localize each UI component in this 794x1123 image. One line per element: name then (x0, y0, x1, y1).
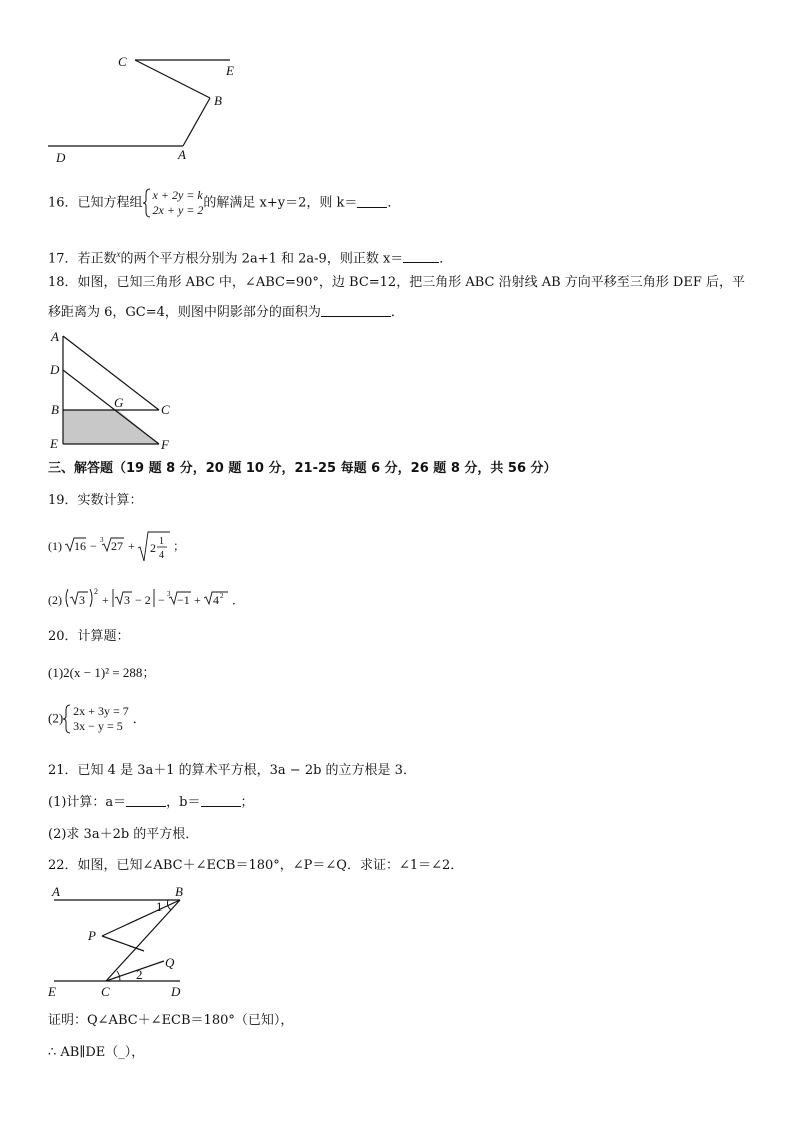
q18-end: ． (390, 305, 404, 320)
q17-var: x (116, 249, 121, 259)
proof-line-1: 证明：Q∠ABC＋∠ECB＝180°（已知）， (48, 1013, 294, 1028)
figure-q22 (44, 878, 194, 1003)
label-F: F (161, 437, 169, 452)
svg-text:3: 3 (124, 593, 130, 607)
svg-text:+: + (194, 593, 201, 607)
q19-part1-expression (48, 530, 198, 564)
label-E: E (50, 436, 58, 451)
svg-text:−1: −1 (177, 593, 190, 607)
q16-answer-blank[interactable] (357, 195, 387, 208)
svg-text:+: + (128, 539, 135, 553)
svg-text:3: 3 (167, 590, 171, 598)
svg-text:− 2: − 2 (135, 593, 151, 607)
q17-post: 的两个平方根分别为 2a+1 和 2a-9，则正数 x＝ (120, 251, 404, 267)
label-1: 1 (156, 899, 163, 914)
q21-part1 (48, 794, 254, 812)
svg-text:−: − (158, 593, 165, 607)
q17-pre: 17．若正数 (48, 251, 117, 267)
label-B: B (214, 93, 222, 108)
question-18-line1: 18．如图，已知三角形 ABC 中，∠ABC=90°，边 BC=12，把三角形 ABC 沿射线 AB 方向平移至三角形 DEF 后，平 (48, 275, 745, 290)
question-21: 21．已知 4 是 3a＋1 的算术平方根，3a − 2b 的立方根是 3． (48, 763, 416, 778)
label-C: C (101, 984, 110, 999)
label-B: B (175, 884, 183, 899)
q21-part2: (2)求 3a＋2b 的平方根． (48, 827, 199, 842)
q19-part2-expression (48, 584, 248, 614)
label-C: C (118, 54, 127, 69)
question-17 (48, 245, 452, 268)
q16-prefix: 16．已知方程组 (48, 195, 143, 211)
svg-text:−: − (90, 539, 97, 553)
q21-b-blank[interactable] (201, 794, 241, 807)
svg-text:27: 27 (111, 539, 123, 553)
label-D: D (171, 984, 181, 999)
q21-p1-mid: ，b＝ (166, 795, 201, 810)
q19-p1-end: ； (173, 539, 186, 553)
svg-text:+: + (102, 593, 109, 607)
q19-p2-end: ． (232, 593, 245, 607)
label-2: 2 (136, 967, 143, 982)
figure-q15 (40, 50, 250, 170)
q20-system (63, 704, 129, 734)
q20-part1 (48, 664, 155, 682)
q16-eq2: 2x + y = 2 (152, 203, 204, 217)
svg-text:2: 2 (220, 592, 224, 600)
q17-end: ． (439, 251, 453, 267)
label-C: C (161, 402, 170, 417)
svg-text:16: 16 (74, 539, 86, 553)
proof-line-2: ∴ AB∥DE（_）， (48, 1045, 145, 1060)
svg-text:1: 1 (159, 536, 164, 547)
svg-text:3: 3 (100, 536, 104, 544)
q16-eq1: x + 2y = k (152, 188, 203, 202)
q20-p2-end: ． (132, 711, 146, 727)
q20-eq1: 2x + 3y = 7 (73, 704, 129, 718)
svg-text:4: 4 (159, 550, 164, 561)
question-20-title: 20．计算题： (48, 629, 130, 644)
label-E: E (48, 984, 56, 999)
label-A: A (178, 147, 186, 162)
q17-answer-blank[interactable] (403, 250, 439, 263)
q16-end: ． (387, 195, 401, 211)
section-3-title: 三、解答题（19 题 8 分，20 题 10 分，21-25 每题 6 分，26 题 8 分，共 56 分） (48, 461, 557, 476)
q16-tail: 的解满足 x+y＝2，则 k＝ (203, 195, 358, 211)
q18-answer-blank[interactable] (321, 304, 391, 317)
label-Q: Q (165, 955, 175, 970)
label-A: A (51, 329, 59, 344)
q20-part2 (48, 704, 146, 734)
q21-p1-pre: (1)计算：a＝ (48, 795, 127, 810)
q20-p1-expr: 2(x − 1)² = 288； (63, 665, 156, 680)
label-E: E (226, 63, 234, 78)
label-D: D (56, 150, 66, 165)
q16-system (143, 188, 204, 218)
q18-line2-text: 移距离为 6，GC=4，则图中阴影部分的面积为 (48, 305, 321, 320)
q20-eq2: 3x − y = 5 (73, 719, 123, 733)
question-16 (48, 188, 400, 218)
question-22: 22．如图，已知∠ABC＋∠ECB＝180°，∠P＝∠Q．求证：∠1＝∠2． (48, 858, 464, 873)
q20-p1-label: (1) (48, 665, 64, 680)
question-18-line2 (48, 304, 404, 322)
question-19-title: 19．实数计算： (48, 493, 143, 508)
q19-p1-label: (1) (48, 539, 62, 553)
label-P: P (88, 928, 96, 943)
svg-text:2: 2 (150, 541, 156, 555)
svg-text:3: 3 (79, 593, 85, 607)
label-D: D (50, 362, 60, 377)
label-G: G (114, 395, 124, 410)
svg-text:4: 4 (213, 593, 219, 607)
q21-p1-end: ； (240, 795, 254, 810)
svg-text:2: 2 (94, 587, 98, 596)
q20-p2-label: (2) (48, 710, 64, 726)
label-A: A (52, 884, 60, 899)
q21-a-blank[interactable] (126, 794, 166, 807)
label-B: B (51, 402, 59, 417)
figure-q18 (46, 328, 186, 453)
q19-p2-label: (2) (48, 593, 62, 607)
